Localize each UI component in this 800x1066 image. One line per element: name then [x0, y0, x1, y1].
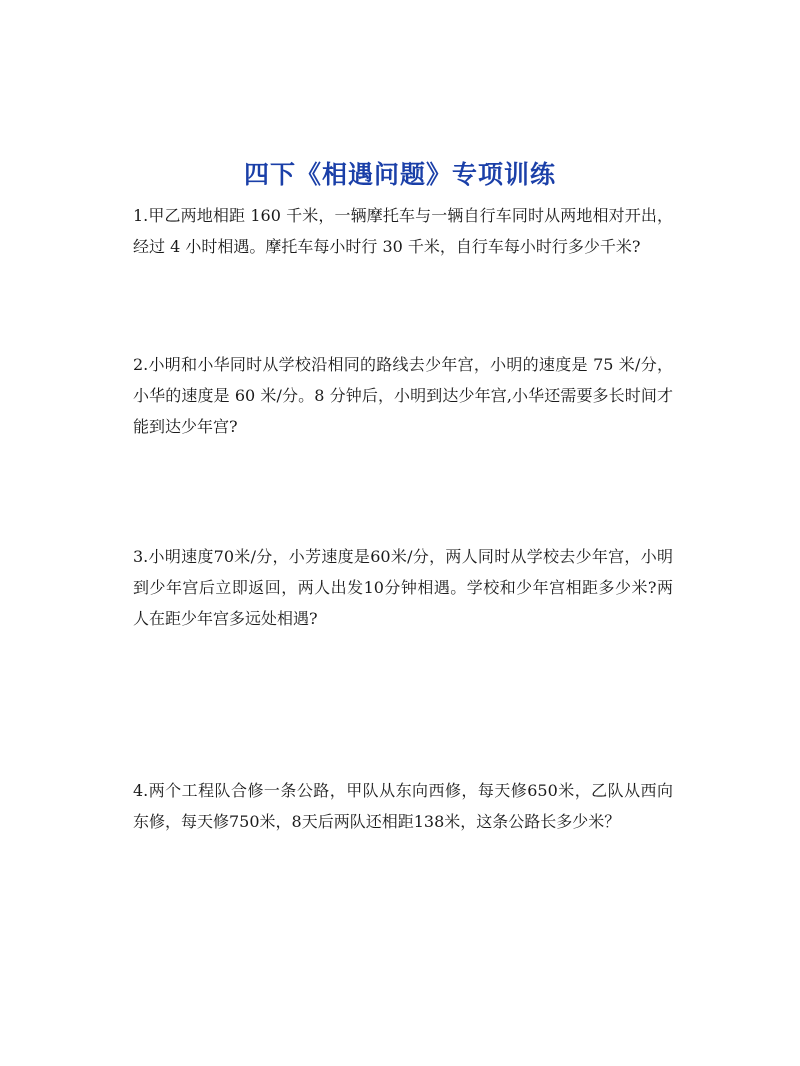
question-2: 2.小明和小华同时从学校沿相同的路线去少年宫，小明的速度是 75 米/分，小华的速度是 60 米/分。8 分钟后，小明到达少年宫,小华还需要多长时间才能到达少年宫? — [133, 355, 673, 436]
question-3: 3.小明速度70米/分，小芳速度是60米/分，两人同时从学校去少年宫，小明到少年宫后立即返回，两人出发10分钟相遇。学校和少年宫相距多少米?两人在距少年宫多远处相遇? — [133, 547, 673, 628]
page-title: 四下《相遇问题》专项训练 — [243, 160, 556, 189]
question-1: 1.甲乙两地相距 160 千米，一辆摩托车与一辆自行车同时从两地相对开出，经过 4 小时相遇。摩托车每小时行 30 千米，自行车每小时行多少千米? — [133, 206, 673, 256]
question-4: 4.两个工程队合修一条公路，甲队从东向西修，每天修650米，乙队从西向东修，每天修750米，8天后两队还相距138米，这条公路长多少米？ — [133, 781, 673, 831]
